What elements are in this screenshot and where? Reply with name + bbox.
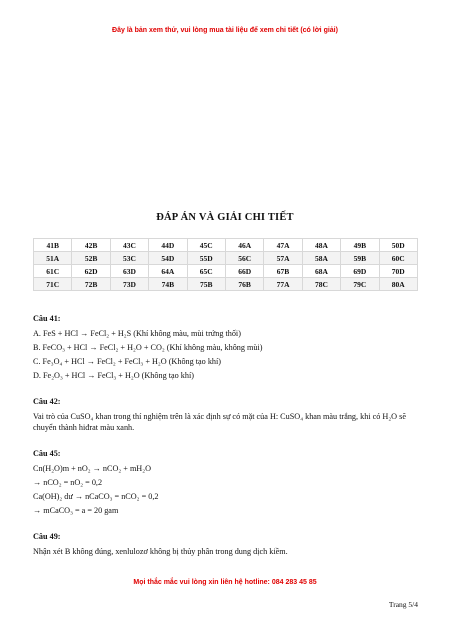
question-title: Câu 42: — [33, 397, 61, 406]
question-title: Câu 41: — [33, 314, 61, 323]
answer-cell: 46A — [225, 239, 263, 252]
answer-cell: 70D — [379, 265, 417, 278]
answer-row — [34, 239, 418, 252]
answer-cell: 43C — [110, 239, 148, 252]
option-c-line: C. Fe₃O₄ + HCl → FeCl₂ + FeCl₃ + H₂O (Không tạo khí) — [33, 357, 222, 366]
equation-line: Cn(H₂O)m + nO₂ → nCO₂ + mH₂O — [33, 464, 151, 473]
answer-cell: 61C — [34, 265, 72, 278]
answer-cell: 45C — [187, 239, 225, 252]
explanation-text: Nhận xét B không đúng, xenlulozơ không bị thủy phân trong dung dịch kiềm. — [33, 547, 288, 556]
answer-cell: 44D — [149, 239, 187, 252]
answer-cell: 51A — [34, 252, 72, 265]
answer-cell: 52B — [72, 252, 110, 265]
explanation-text: Vai trò của CuSO₄ khan trong thí nghiệm trên là xác định sự có mặt của H: CuSO₄ khan màu trắng, khi có H₂O sẽ chuyển thành hiđrat màu xanh. — [33, 412, 406, 432]
answer-cell: 57A — [264, 252, 302, 265]
answer-cell: 76B — [225, 278, 263, 291]
answer-cell: 77A — [264, 278, 302, 291]
answer-cell: 65C — [187, 265, 225, 278]
answer-cell: 73D — [110, 278, 148, 291]
answer-cell: 53C — [110, 252, 148, 265]
answer-cell: 47A — [264, 239, 302, 252]
answer-cell: 74B — [149, 278, 187, 291]
question-title: Câu 49: — [33, 532, 61, 541]
equation-line: Ca(OH)₂ dư → nCaCO₃ = nCO₂ = 0,2 — [33, 492, 159, 501]
answer-cell: 62D — [72, 265, 110, 278]
answer-cell: 72B — [72, 278, 110, 291]
option-b-line: B. FeCO₃ + HCl → FeCl₂ + H₂O + CO₂ (Khí không màu, không mùi) — [33, 343, 263, 352]
answer-cell: 54D — [149, 252, 187, 265]
solutions-section — [33, 313, 423, 572]
answer-cell: 63D — [110, 265, 148, 278]
answer-cell: 69D — [341, 265, 379, 278]
answer-cell: 42B — [72, 239, 110, 252]
answer-cell: 58A — [302, 252, 340, 265]
answer-cell: 80A — [379, 278, 417, 291]
page-number: Trang 5/4 — [388, 600, 418, 609]
answer-cell: 75B — [187, 278, 225, 291]
answer-cell: 41B — [34, 239, 72, 252]
answer-cell: 66D — [225, 265, 263, 278]
question-41 — [33, 313, 423, 381]
option-a-line: A. FeS + HCl → FeCl₂ + H₂S (Khí không màu, mùi trứng thối) — [33, 329, 241, 338]
answer-cell: 79C — [341, 278, 379, 291]
question-45 — [33, 448, 423, 516]
answer-cell: 71C — [34, 278, 72, 291]
answer-cell: 68A — [302, 265, 340, 278]
answer-row — [34, 252, 418, 265]
answer-key-table — [33, 238, 418, 291]
equation-line: → nCO₂ = nO₂ = 0,2 — [33, 478, 103, 487]
answer-row — [34, 265, 418, 278]
answer-cell: 50D — [379, 239, 417, 252]
preview-notice-banner: Đây là bản xem thử, vui lòng mua tài liệu để xem chi tiết (có lời giải) — [112, 27, 338, 34]
answer-cell: 67B — [264, 265, 302, 278]
equation-line: → mCaCO₃ = a = 20 gam — [33, 506, 119, 515]
question-title: Câu 45: — [33, 449, 61, 458]
question-42 — [33, 396, 423, 433]
answer-cell: 49B — [341, 239, 379, 252]
hotline-banner: Mọi thắc mắc vui lòng xin liên hệ hotline: 084 283 45 85 — [133, 579, 317, 586]
page-title: ĐÁP ÁN VÀ GIẢI CHI TIẾT — [156, 212, 294, 223]
answer-cell: 60C — [379, 252, 417, 265]
answer-cell: 48A — [302, 239, 340, 252]
answer-cell: 55D — [187, 252, 225, 265]
answer-cell: 59B — [341, 252, 379, 265]
answer-cell: 56C — [225, 252, 263, 265]
answer-row — [34, 278, 418, 291]
question-49 — [33, 531, 423, 557]
answer-cell: 64A — [149, 265, 187, 278]
option-d-line: D. Fe₂O₃ + HCl → FeCl₃ + H₂O (Không tạo khí) — [33, 371, 194, 380]
answer-cell: 78C — [302, 278, 340, 291]
